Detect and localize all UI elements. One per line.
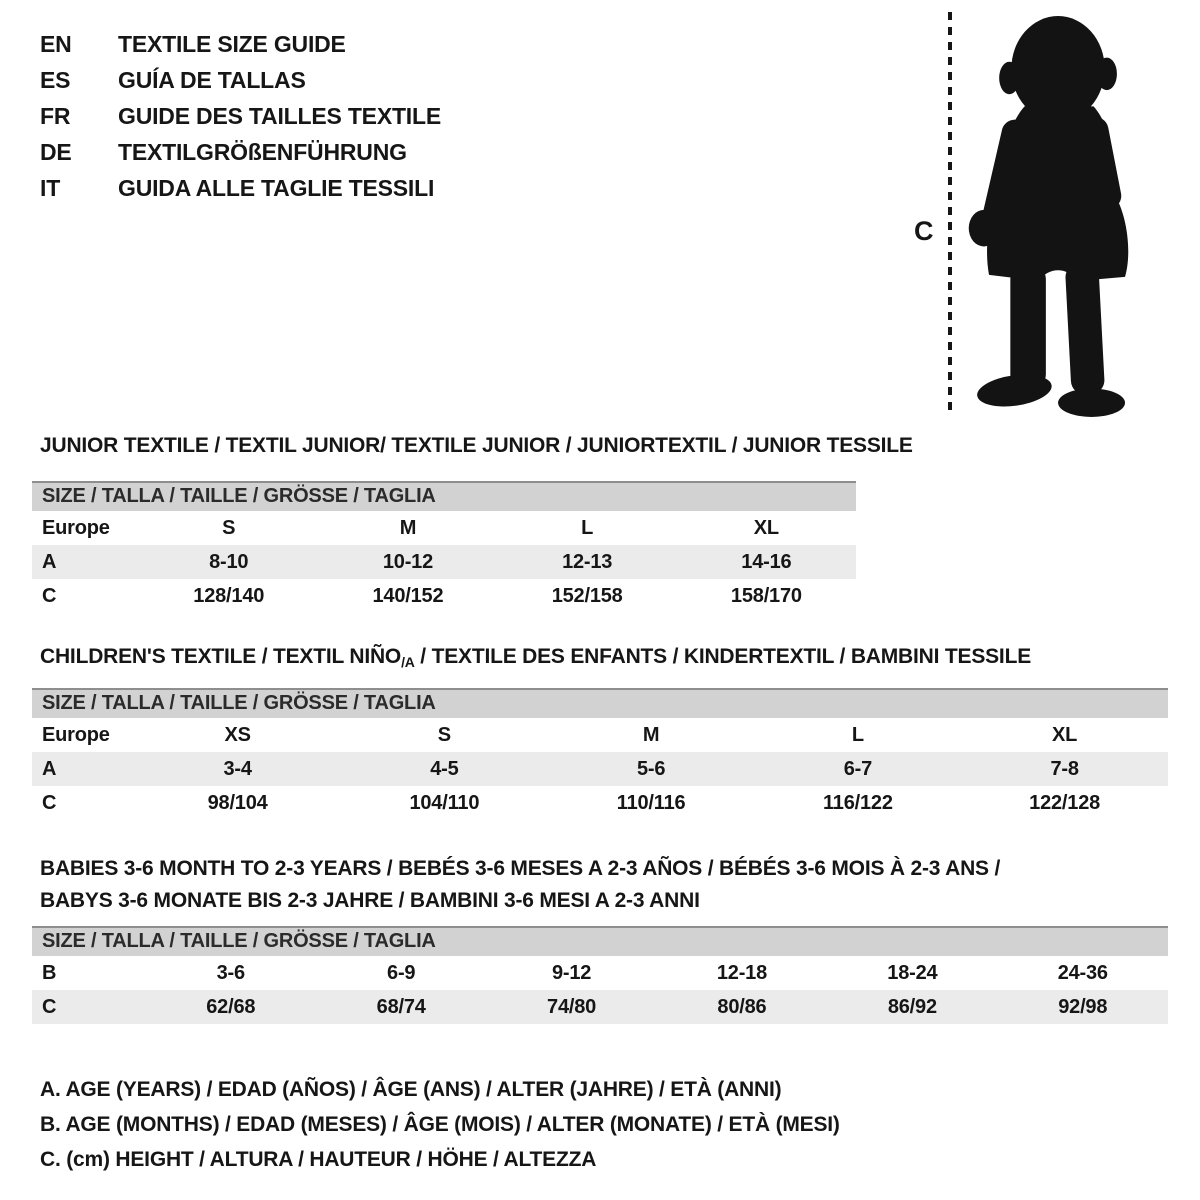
height-cell: 140/152 [372, 584, 444, 607]
lang-row-de [40, 134, 441, 170]
junior-size-table [32, 511, 856, 613]
table-row [32, 545, 856, 579]
size-cell: S [437, 723, 451, 746]
row-label: C [42, 995, 57, 1018]
age-cell: 5-6 [636, 757, 666, 780]
size-cell: S [222, 516, 236, 539]
table-row [32, 786, 1168, 820]
height-cell: 68/74 [376, 995, 426, 1018]
age-cell: 4-5 [430, 757, 459, 780]
size-cell: M [399, 516, 417, 539]
height-cell: 86/92 [887, 995, 937, 1018]
babies-title-line-2: BABYS 3-6 MONATE BIS 2-3 JAHRE / BAMBINI 3-6 MESI A 2-3 ANNI [40, 889, 700, 912]
height-cell: 152/158 [551, 584, 623, 607]
months-cell: 3-6 [216, 961, 245, 984]
language-header [40, 26, 441, 206]
table-row [32, 718, 1168, 752]
size-header-bar: SIZE / TALLA / TAILLE / GRÖSSE / TAGLIA [32, 481, 856, 511]
row-label: Europe [42, 516, 110, 539]
months-cell: 24-36 [1057, 961, 1108, 984]
legend-line-a: A. AGE (YEARS) / EDAD (AÑOS) / ÂGE (ANS) / ALTER (JAHRE) / ETÀ (ANNI) [40, 1078, 782, 1101]
table-row [32, 956, 1168, 990]
lang-label: GUIDA ALLE TAGLIE TESSILI [118, 174, 435, 201]
height-cell: 74/80 [547, 995, 597, 1018]
lang-row-it [40, 170, 441, 206]
lang-row-es [40, 62, 441, 98]
row-label: C [42, 584, 57, 607]
age-cell: 3-4 [223, 757, 252, 780]
size-cell: XL [1052, 723, 1078, 746]
age-cell: 6-7 [843, 757, 873, 780]
babies-size-table [32, 956, 1168, 1024]
lang-code: IT [40, 174, 61, 201]
row-label: Europe [42, 723, 110, 746]
children-table [32, 688, 1168, 820]
children-section-title [40, 641, 1031, 678]
size-header-bar: SIZE / TALLA / TAILLE / GRÖSSE / TAGLIA [32, 688, 1168, 718]
height-cell: 110/116 [616, 791, 686, 814]
age-cell: 14-16 [741, 550, 792, 573]
row-label: A [42, 550, 57, 573]
lang-label: GUÍA DE TALLAS [118, 66, 306, 93]
measure-legend [40, 1072, 840, 1177]
children-title-main: CHILDREN'S TEXTILE / TEXTIL NIÑO [40, 645, 402, 668]
months-cell: 9-12 [551, 961, 592, 984]
table-row [32, 511, 856, 545]
height-cell: 116/122 [822, 791, 893, 814]
children-size-table [32, 718, 1168, 820]
size-cell: M [642, 723, 660, 746]
row-label: A [42, 757, 57, 780]
lang-code: FR [40, 102, 71, 129]
children-title-sub: /A [401, 654, 415, 670]
row-label: B [42, 961, 57, 984]
size-header-bar: SIZE / TALLA / TAILLE / GRÖSSE / TAGLIA [32, 926, 1168, 956]
babies-title-line-1: BABIES 3-6 MONTH TO 2-3 YEARS / BEBÉS 3-6 MESES A 2-3 AÑOS / BÉBÉS 3-6 MOIS À 2-3 ANS / [40, 857, 1001, 880]
height-cell: 80/86 [717, 995, 767, 1018]
legend-line-b: B. AGE (MONTHS) / EDAD (MESES) / ÂGE (MOIS) / ALTER (MONATE) / ETÀ (MESI) [40, 1113, 840, 1136]
height-cell: 98/104 [207, 791, 268, 814]
height-measure-label: C [914, 216, 934, 246]
legend-line-c: C. (cm) HEIGHT / ALTURA / HAUTEUR / HÖHE / ALTEZZA [40, 1148, 597, 1171]
lang-code: EN [40, 30, 72, 57]
age-cell: 7-8 [1050, 757, 1079, 780]
age-cell: 12-13 [562, 550, 613, 573]
height-measure-dashed-line [948, 12, 952, 414]
table-row [32, 990, 1168, 1024]
toddler-silhouette-icon [962, 13, 1148, 419]
lang-row-fr [40, 98, 441, 134]
lang-code: ES [40, 66, 71, 93]
age-cell: 10-12 [382, 550, 434, 573]
months-cell: 12-18 [716, 961, 768, 984]
row-label: C [42, 791, 57, 814]
babies-section-title [40, 853, 1000, 917]
babies-table [32, 926, 1168, 1024]
age-cell: 8-10 [209, 550, 249, 573]
height-cell: 158/170 [730, 584, 802, 607]
size-cell: XS [224, 723, 251, 746]
height-cell: 128/140 [193, 584, 265, 607]
children-title-rest: / TEXTILE DES ENFANTS / KINDERTEXTIL / BAMBINI TESSILE [414, 645, 1032, 668]
size-cell: L [581, 516, 594, 539]
height-cell: 104/110 [409, 791, 480, 814]
junior-section-title: JUNIOR TEXTILE / TEXTIL JUNIOR/ TEXTILE JUNIOR / JUNIORTEXTIL / JUNIOR TESSILE [40, 434, 913, 457]
height-cell: 62/68 [206, 995, 256, 1018]
lang-code: DE [40, 138, 72, 165]
lang-label: TEXTILE SIZE GUIDE [118, 30, 346, 57]
size-cell: L [851, 723, 864, 746]
table-row [32, 579, 856, 613]
height-cell: 92/98 [1058, 995, 1108, 1018]
months-cell: 18-24 [887, 961, 938, 984]
months-cell: 6-9 [387, 961, 416, 984]
junior-table [32, 481, 856, 613]
lang-label: TEXTILGRÖßENFÜHRUNG [118, 138, 407, 165]
size-cell: XL [753, 516, 779, 539]
table-row [32, 752, 1168, 786]
lang-label: GUIDE DES TAILLES TEXTILE [118, 102, 441, 129]
lang-row-en [40, 26, 441, 62]
height-cell: 122/128 [1029, 791, 1101, 814]
